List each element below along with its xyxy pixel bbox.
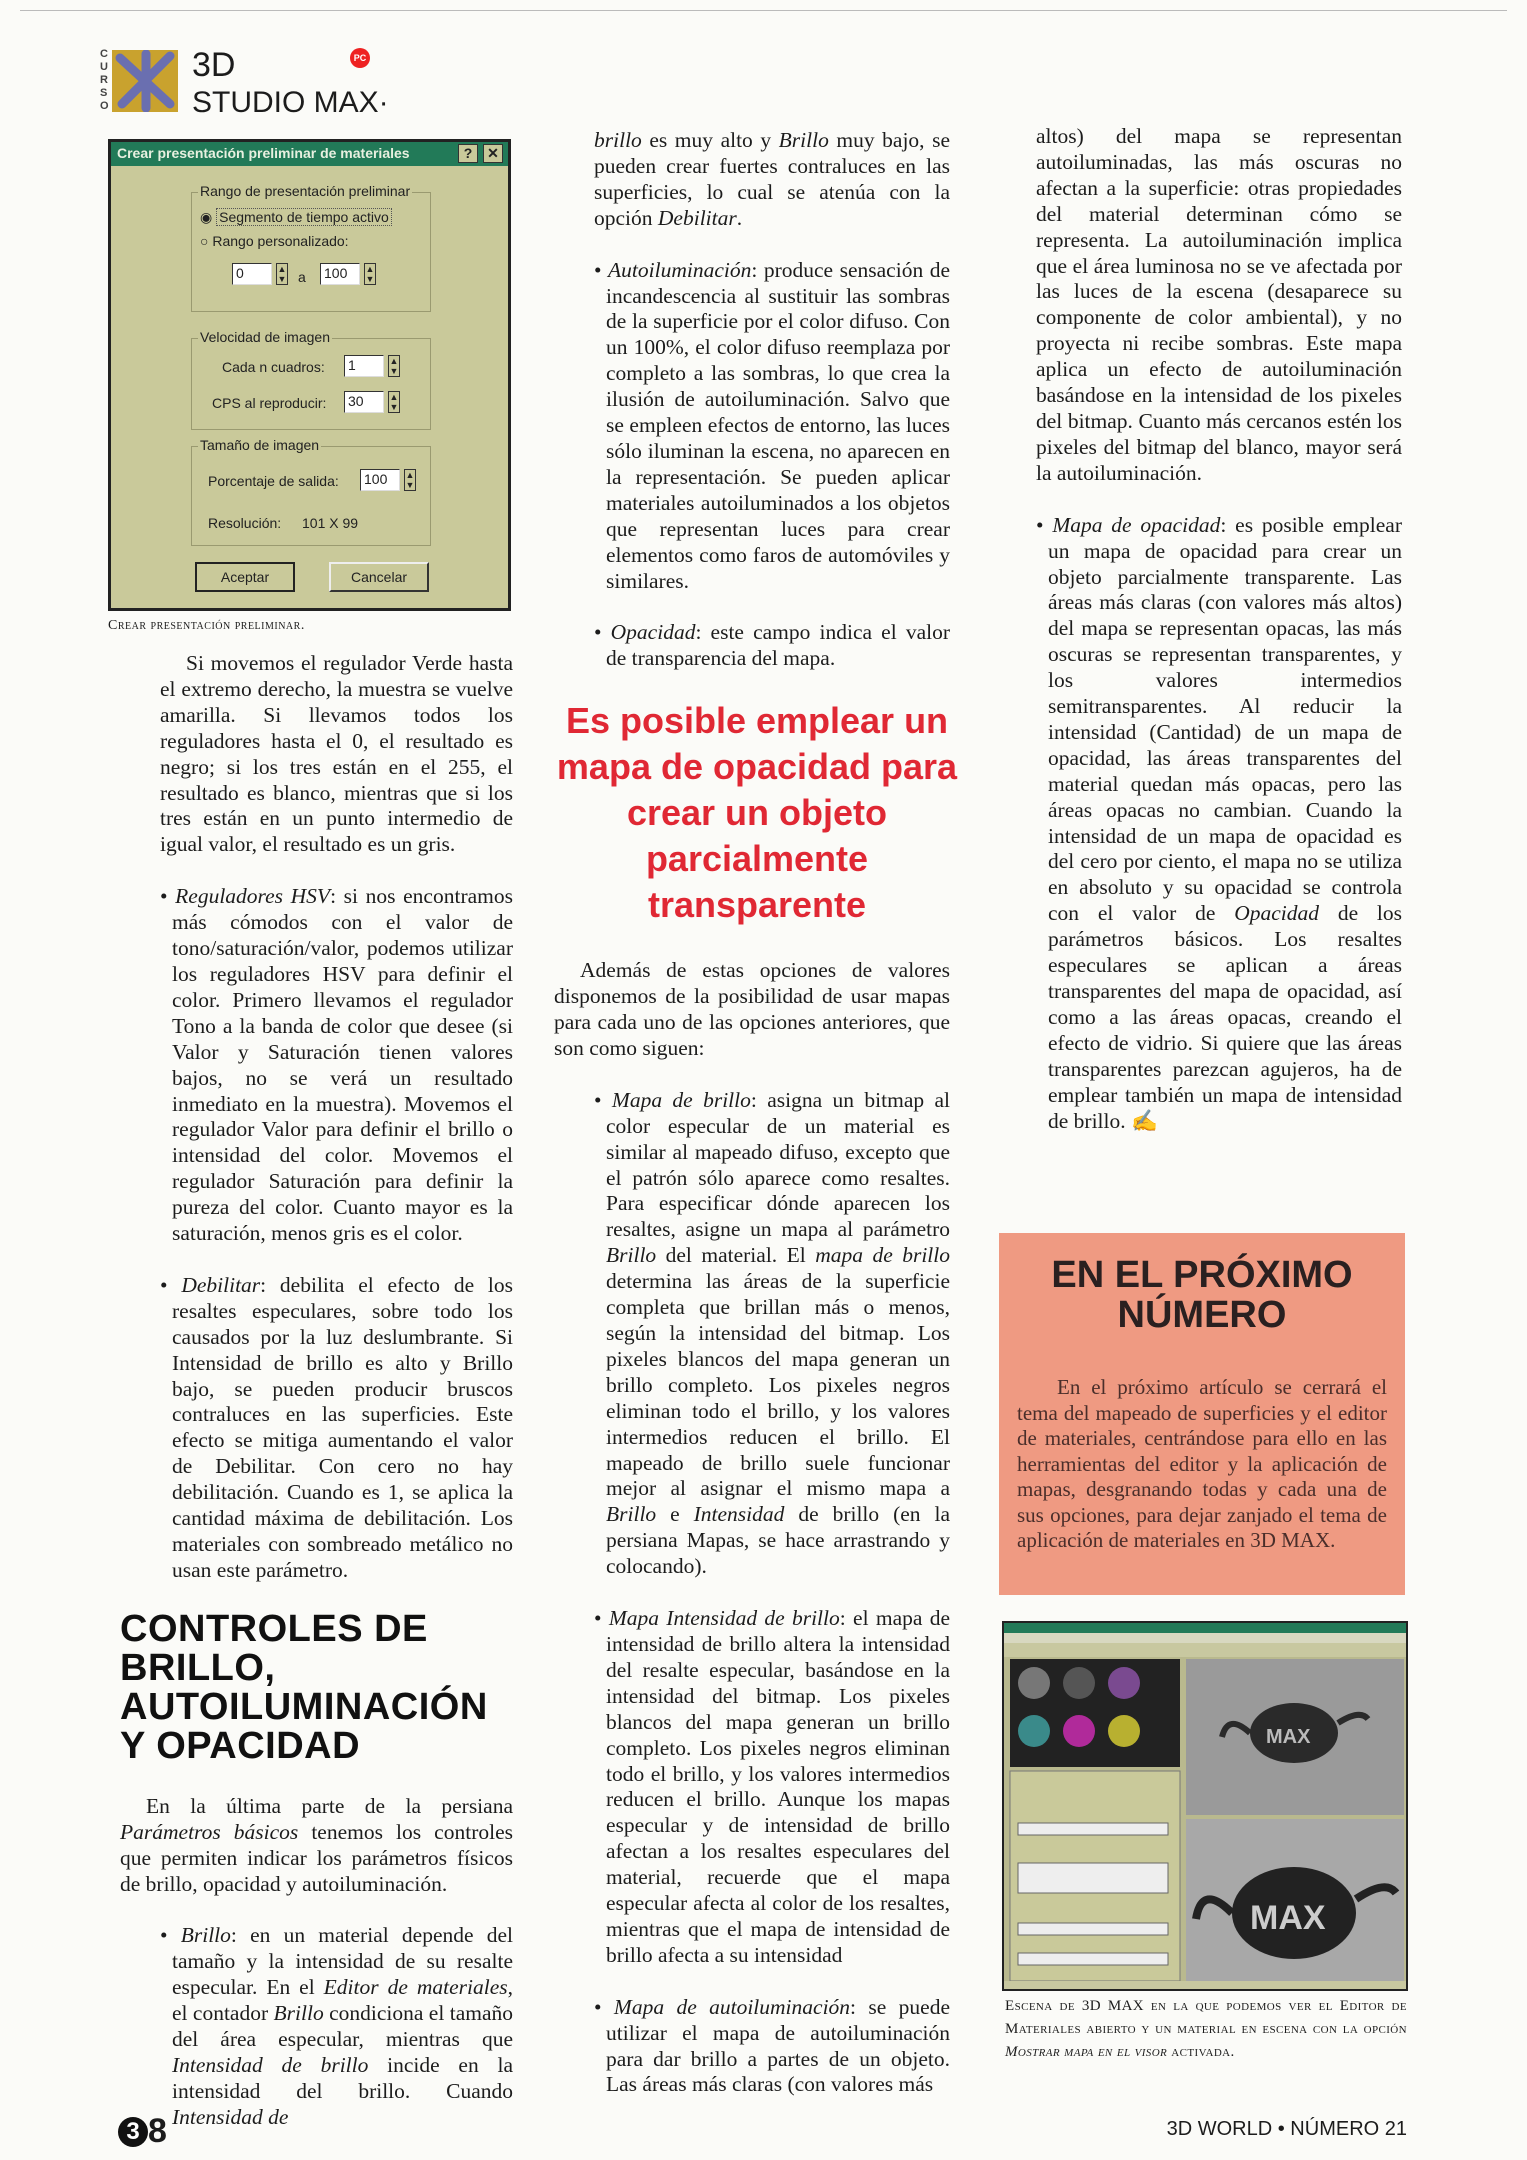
cancel-button[interactable]: Cancelar bbox=[329, 562, 429, 592]
italic-term: Opacidad bbox=[610, 620, 696, 645]
italic-term: Opacidad bbox=[1234, 901, 1320, 926]
help-button[interactable]: ? bbox=[458, 144, 478, 163]
output-pct-label: Porcentaje de salida: bbox=[208, 473, 339, 489]
fps-spinner[interactable]: ▲ ▼ bbox=[389, 392, 399, 412]
image-size-group bbox=[191, 437, 431, 546]
logo-emblem bbox=[112, 50, 178, 112]
pc-badge: PC bbox=[350, 48, 370, 68]
resolution-label: Resolución: bbox=[208, 515, 282, 531]
logo-title-1: 3D bbox=[192, 46, 236, 84]
italic-term: mapa de brillo bbox=[815, 1243, 951, 1268]
section-heading: CONTROLES DE BRILLO, AUTOILUMINACIÓN Y OPACIDAD bbox=[120, 1607, 488, 1767]
italic-term: Intensidad de bbox=[172, 2104, 289, 2129]
text-run: del material. El bbox=[656, 1243, 816, 1268]
next-issue-box bbox=[999, 1233, 1405, 1595]
column-1 bbox=[120, 651, 514, 2131]
text-run: altos) del mapa se representan autoiluminadas, las más oscuras no afectan a la superficie: otras propiedades del material determinan cómo se representa. La autoiluminación implica que el área luminosa no se ve afectada por las luces de la escena (desaparece su componente de color ambiental), y no proyecta ni recibe sombras. Este mapa aplica un efecto de autoiluminación basándose en la intensidad de los pixeles del bitmap. Cuanto más cercanos estén los pixeles del bitmap del blanco, mayor será la autoiluminación. bbox=[1036, 124, 1402, 485]
text-run: : se puede utilizar el mapa de autoiluminación para dar brillo a partes de un objeto. Las áreas más claras (con valores más bbox=[606, 1994, 951, 2097]
resolution-value: 101 X 99 bbox=[302, 515, 359, 531]
italic-term: Intensidad de brillo bbox=[172, 2052, 369, 2077]
italic-term: Parámetros básicos bbox=[120, 1819, 299, 1844]
svg-text:MAX: MAX bbox=[1266, 1726, 1311, 1748]
italic-term: Autoiluminación bbox=[608, 257, 752, 282]
text-run: muy bajo, se pueden crear fuertes contraluces en las superficies, lo cual se atenúa con la opción bbox=[594, 128, 950, 230]
bullet-item bbox=[594, 1088, 950, 1580]
bullet-item bbox=[594, 1606, 950, 1969]
italic-term: brillo bbox=[594, 128, 642, 152]
screenshot-caption bbox=[1005, 1995, 1407, 2064]
3dsmax-screenshot bbox=[1002, 1621, 1408, 1991]
column-3 bbox=[1036, 124, 1402, 1160]
text-run: . bbox=[736, 205, 743, 230]
italic-term: Brillo bbox=[778, 128, 829, 152]
text-run: : este campo indica el valor de transparencia del mapa. bbox=[606, 620, 950, 671]
text-run: : debilita el efecto de los resaltes especulares, sobre todo los causados por la luz deslumbrante. Si Intensidad de brillo es alto y Brillo bajo, se pueden producir bruscos contraluces en las superficies. Este efecto se mitiga aumentando el valor de Debilitar. Con cero no hay debilitación. Cuando es 1, se aplica la cantidad máxima de debilitación. Los materiales con sombreado metálico no usan este parámetro. bbox=[172, 1272, 513, 1582]
group-label: Velocidad de imagen bbox=[200, 329, 330, 345]
text-run: : si nos encontramos más cómodos con el valor de tono/saturación/valor, podemos utilizar los reguladores HSV para definir el color. Primero llevamos el regulador Tono a la banda de color que desee (si Valor y Saturación tienen valores bajos, no se verá un resultado inmediato en la muestra). Movemos el regulador Valor para definir el brillo o intensidad del color. Movemos el regulador Saturación para definir la pureza del color. Cuanto mayor es la saturación, menos gris es el color. bbox=[172, 884, 513, 1246]
output-pct-input[interactable]: 100 bbox=[360, 469, 400, 491]
text-run: incide en la intensidad del brillo. Cuando bbox=[172, 2052, 513, 2103]
paragraph bbox=[1036, 124, 1402, 487]
italic-term: Mostrar mapa en el visor bbox=[1005, 2044, 1168, 2060]
bullet-item bbox=[1036, 513, 1402, 1135]
preview-range-group bbox=[191, 183, 431, 312]
bullet-item bbox=[594, 1995, 950, 2099]
dialog-title: Crear presentación preliminar de materiales bbox=[117, 145, 410, 161]
text-run: de brillo (en la persiana Mapas, se hace arrastrando y colocando). bbox=[606, 1502, 951, 1579]
range-to-input[interactable]: 100 bbox=[320, 263, 360, 285]
accept-button[interactable]: Aceptar bbox=[195, 562, 295, 592]
text-run: determina las áreas de la superficie completa que brillan más o menos, según la intensidad del bitmap. Los pixeles blancos del mapa generan un brillo completo. Los pixeles negros eliminan todo el brillo, y los valores intermedios reducen el brillo. El mapeado de brillo suele funcionar mejor al asignar el mismo mapa a bbox=[606, 1269, 950, 1501]
pull-quote: Es posible emplear un mapa de opacidad para crear un objeto parcialmente transparente bbox=[556, 700, 958, 926]
text-run: Además de estas opciones de valores disponemos de la posibilidad de usar mapas para cada uno de las opciones anteriores, que son como siguen: bbox=[554, 958, 950, 1060]
dialog-titlebar bbox=[111, 142, 508, 166]
italic-term: Mapa de autoiluminación bbox=[613, 1994, 851, 2019]
italic-term: Mapa de brillo bbox=[611, 1087, 751, 1112]
fps-input[interactable]: 30 bbox=[344, 391, 384, 413]
text-run: condiciona el tamaño del área especular, mientras que bbox=[172, 2001, 513, 2052]
range-from-input[interactable]: 0 bbox=[232, 263, 272, 285]
group-label: Rango de presentación preliminar bbox=[200, 183, 411, 199]
text-run: : en un material depende del tamaño y la intensidad de su resalte especular. En el bbox=[172, 1923, 514, 2000]
italic-term: Brillo bbox=[180, 1923, 231, 1948]
paragraph bbox=[120, 1794, 513, 1898]
box-text: En el próximo artículo se cerrará el tema del mapeado de superficies y el editor de materiales, centrándose para ello en las herramientas del editor y la aplicación de mapas, desgranando todas y cada una de sus opciones, para dejar zanjado el tema de aplicación de materiales en 3D MAX. bbox=[1017, 1375, 1387, 1552]
text-run: : es posible emplear un mapa de opacidad para crear un objeto parcialmente transparente. Las áreas más claras (con valores más altos) del mapa se representan opacas, las más oscuras se representan transparentes, y los valores intermedios semitransparentes. Al reducir la intensidad (Cantidad) de un mapa de opacidad, las áreas transparentes del material quedan más opacas, pero las áreas opacas no cambian. Cuando la intensidad de un mapa de opacidad es del cero por ciento, el mapa no se utiliza en absoluto y su opacidad se controla con el valor de bbox=[1048, 512, 1402, 926]
close-button[interactable]: ✕ bbox=[483, 144, 503, 163]
text-run: Escena de 3D MAX en la que podemos ver el Editor de Materiales abierto y un material en escena con la opción bbox=[1005, 1998, 1407, 2037]
bullet-item bbox=[594, 258, 950, 595]
text-run: es muy alto y bbox=[641, 128, 779, 152]
figure-caption: Crear presentación preliminar. bbox=[108, 618, 305, 633]
italic-term: Mapa Intensidad de brillo bbox=[608, 1606, 840, 1631]
italic-term: Intensidad bbox=[693, 1502, 785, 1527]
text-run: Si movemos el regulador Verde hasta el extremo derecho, la muestra se vuelve amarilla. Si llevamos todos los reguladores hasta el 0, el resultado es negro; si los tres están en el 255, el resultado es blanco, mientras que si los tres están en un punto intermedio de igual valor, el resultado es un gris. bbox=[160, 651, 513, 857]
top-rule bbox=[20, 10, 1507, 11]
frame-rate-group bbox=[191, 329, 431, 430]
range-to-spinner[interactable]: ▲ ▼ bbox=[365, 264, 375, 284]
text-run: e bbox=[656, 1502, 694, 1527]
bullet-item bbox=[160, 1273, 513, 1584]
every-n-spinner[interactable]: ▲ ▼ bbox=[389, 356, 399, 376]
radio-active-segment[interactable]: ◉ Segmento de tiempo activo bbox=[200, 209, 392, 226]
svg-text:MAX: MAX bbox=[1250, 1899, 1326, 1937]
italic-term: Brillo bbox=[606, 1502, 657, 1527]
radio-custom-range[interactable]: ○ Rango personalizado: bbox=[200, 233, 349, 249]
text-run: , el contador bbox=[172, 1975, 513, 2026]
italic-term: Brillo bbox=[273, 2001, 324, 2026]
range-from-spinner[interactable]: ▲ ▼ bbox=[277, 264, 287, 284]
page-number-circled-digit: 3 bbox=[118, 2117, 148, 2147]
fps-label: CPS al reproducir: bbox=[212, 395, 327, 411]
text-run: : produce sensación de incandescencia al sustituir las sombras de la superficie por el color difuso. Con un 100%, el color difuso reemplaza por completo a las sombras, lo que crea la ilusión de autoiluminación. Salvo que se empleen efectos de entorno, las luces sólo iluminan la escena, no aparecen en la representación. Se pueden aplicar materiales autoiluminados a los objetos que representan luces para crear elementos como faros de automóviles y similares. bbox=[606, 257, 950, 593]
italic-term: Editor de materiales bbox=[323, 1975, 508, 2000]
page-number bbox=[118, 2112, 167, 2151]
logo-title-2: STUDIO MAX· bbox=[192, 86, 389, 119]
course-logo bbox=[100, 48, 390, 128]
text-run: En la última parte de la persiana bbox=[146, 1793, 513, 1818]
preview-dialog bbox=[108, 139, 511, 611]
group-label: Tamaño de imagen bbox=[200, 437, 320, 453]
output-pct-spinner[interactable]: ▲ ▼ bbox=[405, 470, 415, 490]
column-2 bbox=[554, 128, 958, 2098]
italic-term: Debilitar bbox=[181, 1272, 261, 1297]
text-run: : el mapa de intensidad de brillo altera la intensidad del resalte especular, basándose en la intensidad del bitmap. Los pixeles blancos del mapa generan un brillo completo. Los pixeles negros eliminan todo el brillo, y los valores intermedios reducen el brillo. Aunque los mapas especular y de intensidad de brillo afectan a los resaltes especulares del material, recuerde que el mapa especular afecta al color de los resaltes, mientras que el mapa de intensidad de brillo afecta a su intensidad bbox=[606, 1606, 951, 1967]
paragraph bbox=[594, 128, 950, 232]
paragraph bbox=[554, 958, 950, 1062]
every-n-label: Cada n cuadros: bbox=[222, 359, 325, 375]
paragraph bbox=[160, 651, 513, 858]
italic-term: Debilitar bbox=[657, 205, 737, 230]
italic-term: Reguladores HSV bbox=[175, 884, 331, 909]
radio-label: Segmento de tiempo activo bbox=[216, 208, 392, 226]
box-title: EN EL PRÓXIMO NÚMERO bbox=[1051, 1254, 1353, 1336]
curso-label: CURSO bbox=[100, 48, 109, 112]
text-run: activada. bbox=[1167, 2044, 1235, 2060]
bullet-item bbox=[160, 1923, 513, 2130]
page-number-digit: 8 bbox=[148, 2112, 167, 2150]
italic-term: Brillo bbox=[606, 1243, 657, 1268]
bullet-item bbox=[594, 620, 950, 672]
every-n-input[interactable]: 1 bbox=[344, 355, 384, 377]
text-run: tenemos los controles que permiten indicar los parámetros físicos de brillo, opacidad y autoiluminación. bbox=[120, 1819, 513, 1896]
bullet-item bbox=[160, 884, 513, 1247]
range-to-label: a bbox=[298, 269, 306, 285]
magazine-issue: 3D WORLD • NÚMERO 21 bbox=[1166, 2118, 1407, 2140]
text-run: : asigna un bitmap al color especular de un material es similar al mapeado difuso, excepto que el patrón sólo aparece como resaltes. Para especificar dónde aparecen los resaltes, asigne un mapa al parámetro bbox=[606, 1087, 950, 1242]
text-run: de los parámetros básicos. Los resaltes especulares se aplican a áreas transparentes del mapa de opacidad, así como a las áreas opacas, creando el efecto de vidrio. Si quiere que las áreas transparentes parezcan agujeros, ha de emplear también un mapa de intensidad de brillo. ✍ bbox=[1048, 901, 1402, 1133]
radio-label: Rango personalizado: bbox=[212, 233, 349, 249]
italic-term: Mapa de opacidad bbox=[1052, 512, 1221, 537]
